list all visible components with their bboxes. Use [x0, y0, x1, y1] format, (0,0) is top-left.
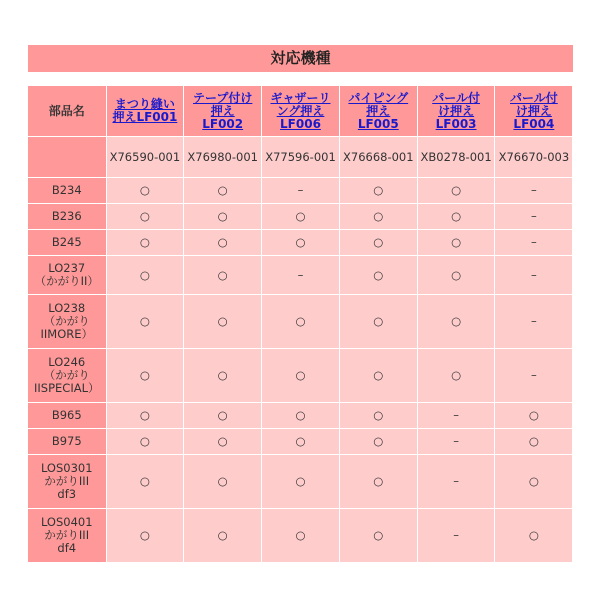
- model-name-cell: [28, 349, 106, 403]
- not-compatible-mark: –: [417, 455, 495, 509]
- compatible-mark: ○: [262, 455, 340, 509]
- model-name-line: df4: [57, 541, 77, 555]
- compatible-mark: ○: [106, 295, 184, 349]
- table-row: [28, 204, 573, 230]
- compatible-mark: ○: [417, 295, 495, 349]
- model-name-cell: [28, 403, 106, 429]
- compatible-mark: ○: [106, 403, 184, 429]
- compatible-mark: ○: [106, 509, 184, 563]
- presser-foot-link-5[interactable]: [432, 91, 480, 131]
- table-row: [28, 455, 573, 509]
- not-compatible-mark: –: [262, 256, 340, 295]
- compatible-mark: ○: [184, 204, 262, 230]
- compatible-mark: ○: [339, 429, 417, 455]
- part-number-cell: X76590-001: [106, 137, 184, 178]
- not-compatible-mark: –: [495, 230, 573, 256]
- compatible-mark: ○: [339, 256, 417, 295]
- compatible-mark: ○: [106, 178, 184, 204]
- compatible-mark: ○: [184, 349, 262, 403]
- column-header-text: パール付: [432, 90, 480, 105]
- model-name-line: LOS0401: [40, 515, 93, 529]
- not-compatible-mark: –: [417, 509, 495, 563]
- part-number-cell: X77596-001: [262, 137, 340, 178]
- column-header-text: テープ付け: [192, 90, 253, 105]
- column-header-text: パイピング: [348, 90, 409, 105]
- model-name-line: かがりIII: [44, 528, 90, 542]
- model-name-line: かがりIII: [44, 474, 90, 488]
- column-header-text: ング押え: [276, 103, 325, 118]
- compatible-mark: ○: [417, 204, 495, 230]
- model-name-line: LO237: [48, 261, 86, 275]
- column-header-text: LF004: [513, 116, 555, 131]
- model-name-cell: [28, 295, 106, 349]
- model-name-cell: [28, 429, 106, 455]
- compatible-mark: ○: [184, 178, 262, 204]
- compatible-mark: ○: [106, 204, 184, 230]
- model-name-line: df3: [57, 487, 77, 501]
- compatible-mark: ○: [339, 349, 417, 403]
- part-name-header: 部品名: [28, 86, 106, 137]
- presser-foot-link-1[interactable]: [112, 97, 177, 124]
- compatible-mark: ○: [339, 204, 417, 230]
- part-number-cell: X76668-001: [339, 137, 417, 178]
- column-header-text: パール付: [510, 90, 558, 105]
- header-row: [28, 86, 573, 137]
- table-row: [28, 429, 573, 455]
- column-header-3: [262, 86, 340, 137]
- compatible-mark: ○: [106, 256, 184, 295]
- part-number-corner: [28, 137, 106, 178]
- table-row: [28, 256, 573, 295]
- column-header-text: 押えLF001: [112, 110, 178, 124]
- model-name-cell: [28, 256, 106, 295]
- model-name-line: B245: [51, 235, 82, 249]
- table-row: [28, 509, 573, 563]
- compatible-mark: ○: [184, 455, 262, 509]
- compatible-mark: ○: [106, 429, 184, 455]
- column-header-text: LF005: [357, 116, 399, 131]
- not-compatible-mark: –: [262, 178, 340, 204]
- presser-foot-link-6[interactable]: [510, 91, 558, 131]
- table-row: [28, 295, 573, 349]
- compatible-mark: ○: [495, 509, 573, 563]
- model-name-cell: [28, 178, 106, 204]
- model-name-cell: [28, 455, 106, 509]
- model-name-cell: [28, 230, 106, 256]
- part-number-cell: X76980-001: [184, 137, 262, 178]
- table-row: [28, 349, 573, 403]
- model-name-line: B975: [51, 434, 82, 448]
- compatible-mark: ○: [417, 256, 495, 295]
- model-name-cell: [28, 204, 106, 230]
- not-compatible-mark: –: [495, 295, 573, 349]
- model-name-line: IISPECIAL）: [34, 381, 100, 395]
- column-header-2: [184, 86, 262, 137]
- not-compatible-mark: –: [495, 256, 573, 295]
- column-header-text: まつり縫い: [114, 97, 175, 111]
- table-row: [28, 230, 573, 256]
- model-name-line: （かがり: [43, 368, 90, 382]
- compatible-mark: ○: [495, 403, 573, 429]
- presser-foot-link-3[interactable]: [270, 91, 330, 131]
- model-name-cell: [28, 509, 106, 563]
- column-header-text: け押え: [438, 103, 475, 118]
- compatible-mark: ○: [184, 509, 262, 563]
- model-name-line: LOS0301: [40, 461, 93, 475]
- compatible-mark: ○: [184, 230, 262, 256]
- compatible-mark: ○: [262, 429, 340, 455]
- compatible-mark: ○: [184, 403, 262, 429]
- column-header-text: LF006: [280, 116, 321, 131]
- column-header-text: LF002: [202, 116, 244, 131]
- not-compatible-mark: –: [495, 204, 573, 230]
- model-name-line: IIMORE）: [40, 327, 93, 341]
- compatible-mark: ○: [339, 178, 417, 204]
- compatible-mark: ○: [339, 230, 417, 256]
- compatible-mark: ○: [184, 429, 262, 455]
- compatible-mark: ○: [262, 204, 340, 230]
- compatible-mark: ○: [495, 455, 573, 509]
- compatible-mark: ○: [339, 509, 417, 563]
- part-number-row: [28, 137, 573, 178]
- compatible-mark: ○: [495, 429, 573, 455]
- table-row: [28, 178, 573, 204]
- column-header-text: 押え: [366, 103, 391, 118]
- compatible-mark: ○: [262, 349, 340, 403]
- presser-foot-link-4[interactable]: [348, 91, 408, 131]
- model-name-line: （かがり: [43, 314, 90, 328]
- compatible-mark: ○: [262, 230, 340, 256]
- table-title: 対応機種: [28, 45, 573, 72]
- model-name-line: B236: [51, 209, 82, 223]
- column-header-text: LF003: [435, 116, 477, 131]
- not-compatible-mark: –: [417, 403, 495, 429]
- compatible-mark: ○: [417, 230, 495, 256]
- compatible-mark: ○: [417, 349, 495, 403]
- not-compatible-mark: –: [495, 178, 573, 204]
- compatible-mark: ○: [339, 403, 417, 429]
- compatible-mark: ○: [262, 509, 340, 563]
- presser-foot-link-2[interactable]: [193, 91, 252, 131]
- compatible-mark: ○: [184, 256, 262, 295]
- compatible-mark: ○: [339, 455, 417, 509]
- column-header-5: [417, 86, 495, 137]
- compatible-mark: ○: [106, 455, 184, 509]
- compatible-mark: ○: [106, 230, 184, 256]
- model-name-line: B965: [51, 408, 82, 422]
- model-name-line: （かがりII）: [34, 274, 99, 288]
- compatible-mark: ○: [262, 403, 340, 429]
- model-name-line: LO246: [48, 355, 86, 369]
- compatible-mark: ○: [339, 295, 417, 349]
- compatibility-table: [28, 86, 573, 563]
- compatible-mark: ○: [262, 295, 340, 349]
- column-header-6: [495, 86, 573, 137]
- part-number-cell: XB0278-001: [417, 137, 495, 178]
- column-header-text: ギャザーリ: [270, 90, 331, 105]
- column-header-text: け押え: [515, 103, 552, 118]
- table-row: [28, 403, 573, 429]
- column-header-4: [339, 86, 417, 137]
- column-header-text: 押え: [210, 103, 235, 118]
- compatible-mark: ○: [106, 349, 184, 403]
- part-number-cell: X76670-003: [495, 137, 573, 178]
- not-compatible-mark: –: [417, 429, 495, 455]
- model-name-line: LO238: [48, 301, 86, 315]
- compatible-mark: ○: [184, 295, 262, 349]
- column-header-1: [106, 86, 184, 137]
- model-name-line: B234: [51, 183, 82, 197]
- not-compatible-mark: –: [495, 349, 573, 403]
- compatible-mark: ○: [417, 178, 495, 204]
